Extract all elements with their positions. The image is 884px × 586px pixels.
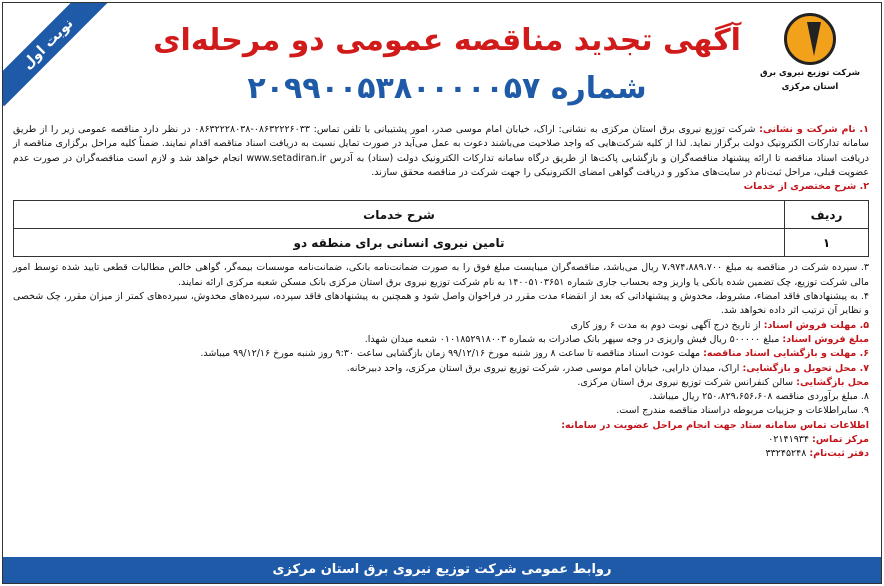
section-1-label: ۱. نام شرکت و نشانی:	[759, 124, 869, 135]
section-5	[13, 319, 869, 333]
section-7b-label: محل بازگشایی:	[796, 376, 869, 388]
section-2-label: ۲. شرح مختصری از خدمات	[743, 181, 869, 193]
registration-office	[13, 447, 869, 461]
section-8: ۸. مبلغ برآوردی مناقصه ۲۵۰،۸۲۹،۶۵۶،۶۰۸ ریال میباشد.	[649, 391, 869, 403]
section-7b-text: سالن کنفرانس شرکت توزیع نیروی برق استان مرکزی.	[577, 376, 797, 388]
section-4: ۴. به پیشنهادهای فاقد امضاء، مشروط، مخدوش و پیشنهاداتی که بعد از انقضاء مدت مقرر در فراخوان واصل شود و همچنین به پیشنهادهای فاقد سپرده، سپرده‌های مخدوش، سپرده‌های کمتر از میزان مقرر، چک شخصی و نظایر آن ترتیب اثر داده نخواهد شد.	[13, 291, 869, 317]
row-radif-cell: ۱	[785, 229, 869, 257]
section-5-label: ۵. مهلت فروش اسناد:	[763, 319, 869, 331]
company-logo	[755, 13, 865, 93]
section-7-text: اراک، میدان دارایی، خیابان امام موسی صدر، شرکت توزیع نیروی برق استان مرکزی، واحد دبیرخانه.	[346, 362, 743, 374]
table-header-row	[14, 201, 869, 229]
first-issue-ribbon: نوبت اول	[2, 2, 110, 106]
tender-number: شماره ۲۰۹۹۰۰۵۳۸۰۰۰۰۰۵۷	[247, 71, 647, 106]
logo-line-2: استان مرکزی	[781, 82, 839, 92]
page-title: آگهی تجدید مناقصه عمومی دو مرحله‌ای	[153, 23, 741, 58]
section-5-text: از تاریخ درج آگهی نوبت دوم به مدت ۶ روز کاری	[570, 319, 764, 331]
section-5b	[13, 333, 869, 347]
setad-info-label: اطلاعات تماس سامانه ستاد جهت انجام مراحل عضویت در سامانه:	[561, 419, 869, 431]
services-table	[13, 200, 869, 257]
section-7b	[13, 376, 869, 390]
row-sharh-cell: تامین نیروی انسانی برای منطقه دو	[14, 229, 785, 257]
section-6-label: ۶. مهلت و بازگشایی اسناد مناقصه:	[703, 348, 869, 360]
table-row	[14, 229, 869, 257]
tender-body	[13, 123, 869, 462]
section-9: ۹. سایراطلاعات و جزییات مربوطه دراسناد مناقصه مندرج است.	[616, 405, 869, 417]
col-radif-header: ردیف	[785, 201, 869, 229]
section-3: ۳. سپرده شرکت در مناقصه به مبلغ ۷،۹۷۴،۸۸۹،۷۰۰ ریال می‌باشد، مناقصه‌گران میبایست مبلغ فوق را به صورت ضمانت‌نامه بانکی، ضمانت‌نامه موسسات بیمه‌گر، گواهی خالص مطالبات قطعی تایید شده توسط امور مالی شرکت توزیع، چک تضمین شده بانکی یا واریز وجه بحساب جاری شماره ۱۴۰۰۵۱۰۳۶۵۱ به نام شرکت توزیع نیروی برق استان مرکزی بانک مسکن شعبه مرکزی ارائه نمایند.	[13, 262, 870, 288]
section-6	[13, 347, 869, 361]
advertisement-frame	[2, 2, 882, 584]
registration-office-value: ۳۳۲۴۵۲۴۸	[765, 448, 810, 460]
section-6-text: مهلت عودت اسناد مناقصه تا ساعت ۸ روز شنبه مورخ ۹۹/۱۲/۱۶ زمان بازگشایی ساعت ۹:۳۰ روز شنبه مورخ ۹۹/۱۲/۱۶ میباشد.	[200, 348, 704, 360]
section-1-text: شرکت توزیع نیروی برق استان مرکزی به نشانی: اراک، خیابان امام موسی صدر، امور پشتیبانی با تلفن تماس: ۰۸۶۳۲۲۲۶۰۳۳-۰۸۶۳۲۲۲۸۰۳۸ در نظر دارد مناقصه عمومی زیر را از طریق سامانه تدارکات الکترونیک دولت برگزار نماید. لذا از کلیه شرکت‌هایی که واجد صلاحیت می‌باشند دعوت به عمل می‌آید در صورت تمایل نسبت به دریافت اسناد مناقصه اقدام نمایند. ضمناً کلیه مراحل برگزاری مناقصه از دریافت اسناد مناقصه تا ارائه پیشنهاد مناقصه‌گران و بازگشایی پاکت‌ها از طریق درگاه سامانه تدارکات الکترونیک دولت (ستاد) به آدرس www.setadiran.ir انجام خواهد شد و لازم است مناقصه‌گران در صورت عدم عضویت قبلی، مراحل ثبت‌نام در سایت‌های مذکور و دریافت گواهی امضای الکترونیکی را جهت شرکت در مناقصه محقق سازند.	[13, 124, 869, 178]
public-relations-footer: روابط عمومی شرکت توزیع نیروی برق استان مرکزی	[3, 557, 881, 583]
section-7-label: ۷. محل تحویل و بازگشایی:	[742, 362, 869, 374]
section-7	[13, 362, 869, 376]
logo-line-1: شرکت توزیع نیروی برق	[760, 68, 860, 78]
contact-center-label: مرکز تماس:	[812, 434, 869, 446]
contact-center-value: ۰۲۱۴۱۹۳۴	[768, 434, 813, 446]
section-5b-label: مبلغ فروش اسناد:	[782, 333, 869, 345]
registration-office-label: دفتر ثبت‌نام:	[809, 448, 869, 460]
lightning-logo-icon	[784, 13, 836, 65]
col-sharh-header: شرح خدمات	[14, 201, 785, 229]
contact-center	[13, 433, 869, 447]
section-1	[13, 123, 869, 180]
section-5b-text: مبلغ ۵۰۰۰۰۰ ریال فیش واریزی در وجه سپهر بانک صادرات به شماره ۰۱۰۱۸۵۲۹۱۸۰۰۳ شعبه میدان شهدا.	[364, 333, 783, 345]
